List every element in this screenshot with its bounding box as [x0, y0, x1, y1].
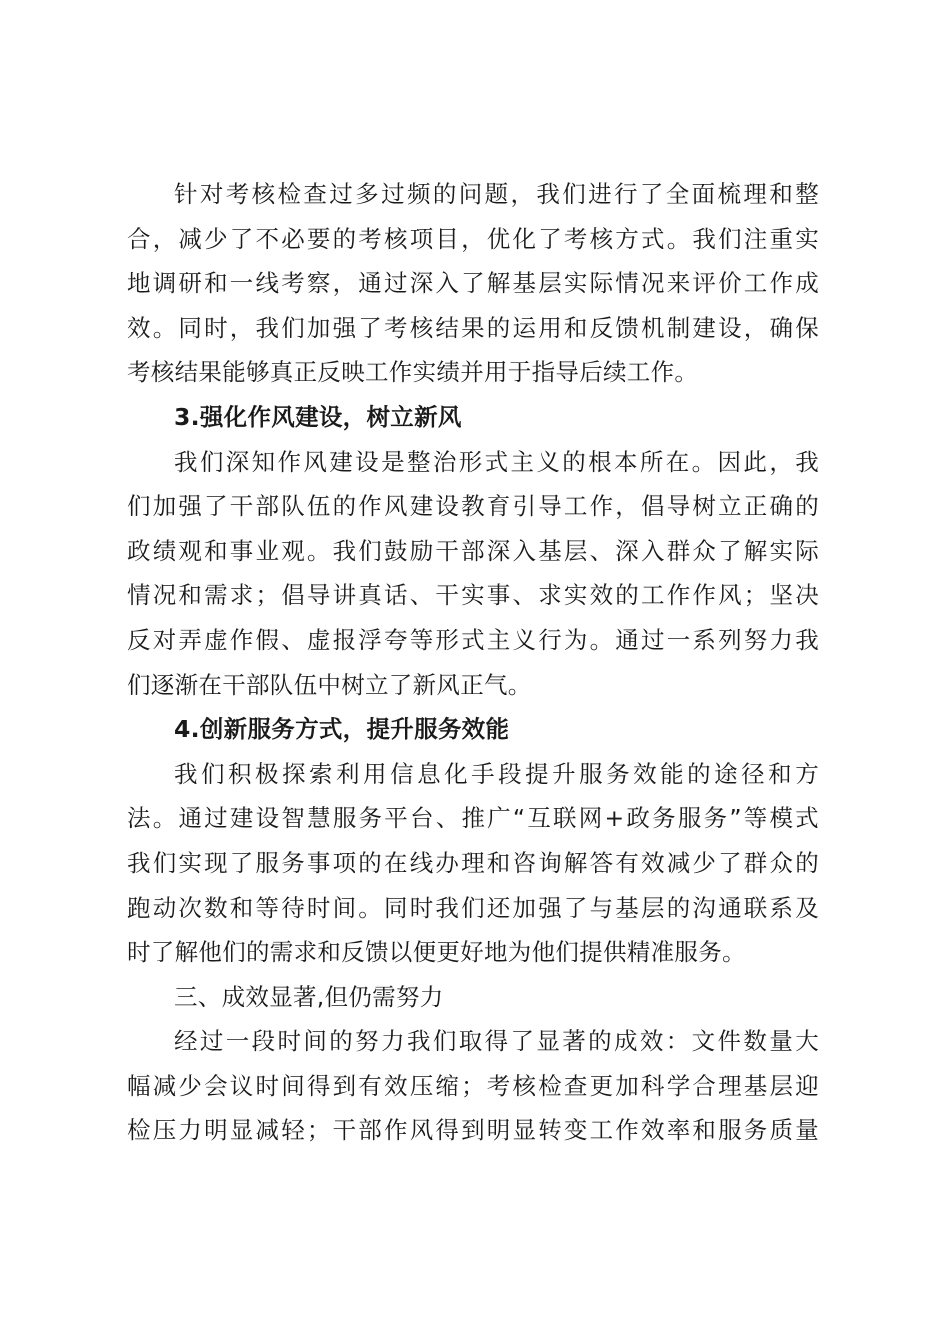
paragraph-results: [127, 1019, 819, 1153]
text-line: 政绩观和事业观。我们鼓励干部深入基层、深入群众了解实际: [127, 536, 819, 565]
text-line: 检压力明显减轻；干部作风得到明显转变工作效率和服务质量: [127, 1116, 819, 1145]
paragraph-service-innovation: [127, 752, 819, 975]
text-line: 针对考核检查过多过频的问题，我们进行了全面梳理和整: [174, 180, 819, 208]
text-line: 考核结果能够真正反映工作实绩并用于指导后续工作。: [127, 358, 699, 387]
text-line: 们逐渐在干部队伍中树立了新风正气。: [127, 670, 532, 699]
paragraph-work-style: [127, 440, 819, 708]
text-line: 效。同时，我们加强了考核结果的运用和反馈机制建设，确保: [127, 313, 819, 342]
text-line: 们加强了干部队伍的作风建设教育引导工作，倡导树立正确的: [127, 492, 819, 521]
text-line: 合，减少了不必要的考核项目，优化了考核方式。我们注重实: [127, 224, 819, 253]
text-line: 经过一段时间的努力我们取得了显著的成效：文件数量大: [174, 1027, 819, 1056]
text-line: 时了解他们的需求和反馈以便更好地为他们提供精准服务。: [127, 938, 746, 967]
text-line: 我们实现了服务事项的在线办理和咨询解答有效减少了群众的: [127, 848, 819, 877]
heading-work-style: 3.强化作风建设，树立新风: [174, 402, 462, 431]
text-line: 我们积极探索利用信息化手段提升服务效能的途径和方: [174, 759, 819, 788]
text-line: 法。通过建设智慧服务平台、推广“互联网+政务服务”等模式: [127, 804, 819, 833]
text-line: 我们深知作风建设是整治形式主义的根本所在。因此，我: [174, 447, 819, 476]
text-line: 情况和需求；倡导讲真话、干实事、求实效的工作作风；坚决: [127, 581, 819, 610]
text-line: 反对弄虚作假、虚报浮夸等形式主义行为。通过一系列努力我: [127, 625, 819, 654]
text-line: 跑动次数和等待时间。同时我们还加强了与基层的沟通联系及: [127, 893, 819, 922]
text-line: 幅减少会议时间得到有效压缩；考核检查更加科学合理基层迎: [127, 1071, 819, 1100]
text-line: 地调研和一线考察，通过深入了解基层实际情况来评价工作成: [127, 269, 819, 298]
document-page: [127, 172, 819, 1153]
section-heading-results: 三、成效显著,但仍需努力: [174, 982, 444, 1011]
paragraph-assessment: [127, 172, 819, 395]
heading-service-innovation: 4.创新服务方式，提升服务效能: [174, 715, 510, 744]
